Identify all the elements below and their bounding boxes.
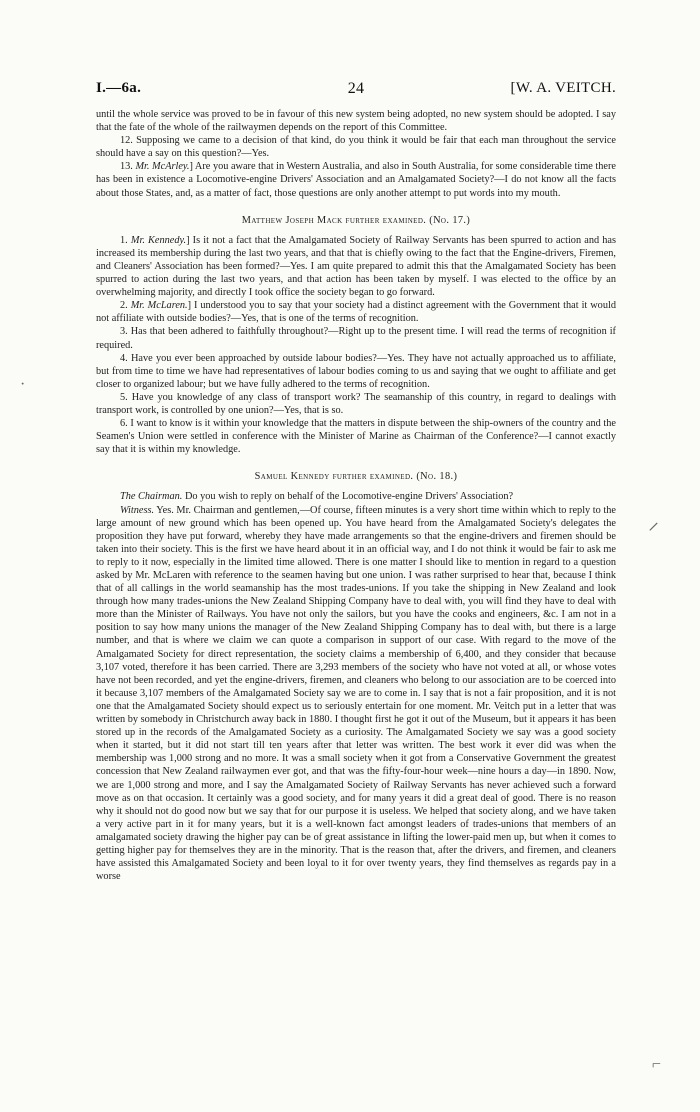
question-12: 12. Supposing we came to a decision of that kind, do you think it would be fair that each man throughout the service should have a say on this question?—Yes. (96, 135, 616, 160)
margin-dash-mark: ⌐ (652, 1056, 662, 1073)
question-13: 13. Mr. McArley.] Are you aware that in Western Australia, and also in South Australia, for some considerable time there has been in existence a Locomotive-engine Drivers' Association and an Amalgamated Society?—I do not know all the facts about those States, and, as a matter of fact, those questions are only another attempt to put words into my mouth. (96, 161, 616, 199)
chairman-question: The Chairman. Do you wish to reply on behalf of the Locomotive-engine Drivers' Association? (120, 491, 514, 503)
section-heading-kennedy: Samuel Kennedy further examined. (No. 18.) (254, 471, 458, 483)
speaker-name: Mr. McLaren. (130, 300, 188, 312)
margin-pencil-mark: ⸝ (648, 509, 660, 534)
page-header (96, 80, 616, 102)
margin-dot-mark: · (20, 376, 26, 393)
mack-question-4: 4. Have you ever been approached by outside labour bodies?—Yes. They have not actually approached us to affiliate, but from time to time we have had representatives of labour bodies coming to us and saying that we ought to affiliate and get closer to organized labour; but we have fully adhered to the terms of recognition. (96, 352, 616, 390)
speaker-name: Witness. (120, 504, 155, 516)
mack-question-3: 3. Has that been adhered to faithfully throughout?—Right up to the present time. I will read the terms of recognition if required. (96, 326, 616, 351)
paper-reference: I.—6a. (96, 80, 142, 96)
witness-reference: [W. A. VEITCH. (510, 80, 616, 96)
speaker-name: The Chairman. (120, 491, 183, 503)
mack-question-6: 6. I want to know is it within your knowledge that the matters in dispute between the ship-owners of the country and the Seamen's Union were settled in conference with the Minister of Marine as Chairman of the Conference?—I cannot exactly say that it is within my knowledge. (96, 418, 616, 456)
page-number: 24 (347, 80, 365, 97)
speaker-name: Mr. McArley. (135, 161, 190, 173)
witness-statement: Witness. Yes. Mr. Chairman and gentlemen,—Of course, fifteen minutes is a very short time within which to reply to the large amount of new ground which has been opened up. You have heard from the Amalgamated Society's delegates the proposition they have put forward, whereby they have made arrangements so that the engine-drivers and firemen should be taken into their society. This is the first we have heard about it in an official way, and I do not think it would be fair to ask me to reply to it now, especially in the limited time allowed. There is one matter I should like to mention in regard to a question asked by Mr. McLaren with reference to the seamen having but one union. I was rather surprised to hear that, because I think that of all callings in the world seamanship has the most trades-unions. If you take the shipping in New Zealand and look through how many trades-unions the New Zealand Shipping Company have to deal with, you will find they have to deal with more than the Minister of Railways. You have not only the sailors, but you have the cooks and engineers, &c. I am not in a position to say how many unions the manager of the New Zealand Shipping Company has to deal with, but there is a large number, and that is where we claim we can quote a comparison in support of our case. With regard to the move of the Amalgamated Society for direct representation, the society claims a membership of 6,400, and they consider that because 3,107 voted, therefore it has been carried. There are 3,293 members of the society who have not voted at all, or whose votes have not been recorded, and yet the engine-drivers, firemen, and cleaners who belong to our association are to be coerced into it because 3,107 members of the Amalgamated Society say we are to come in. I say that is not a fair proposition, and it is not one that the Amalgamated Society should expect us to seriously entertain for one moment. Mr. Veitch put in a letter that was written by somebody in Christchurch away back in 1880. I thought first he got it out of the Museum, but it appears it has been stored up in the records of the Amalgamated Society as a curiosity. The Amalgamated Society we say was a good society when it started, but it did not start till ten years after that letter was written. The best work it ever did was when the membership was 1,000 strong and no more. It was a small society when it got from a Conservative Government the greatest concession that New Zealand railwaymen ever got, and that was the fifty-four-hour week—nine hours a day—in 1890. Now, we are 1,000 strong and more, and I say the Amalgamated Society of Railway Servants has never achieved such a forward move as on that occasion. It certainly was a good society, and for many years it did a great deal of good. There is no reason why it should not do good now but we say that for our purpose it is useless. We helped that society along, and we have taken a very active part in it for many years, but it is a well-known fact amongst leaders of trades-unions that members of an amalgamated society drawing the higher pay can be of great assistance in lifting the lower-paid men up, but when it comes to getting higher pay for themselves they are in the minority. That is the reason that, after the drivers, and firemen, and cleaners have assisted this Amalgamated Society and been loyal to it for over twenty years, they find themselves as regards pay in a worse (96, 504, 616, 883)
section-heading-mack: Matthew Joseph Mack further examined. (No. 17.) (241, 214, 471, 226)
speaker-name: Mr. Kennedy. (130, 234, 187, 246)
mack-question-5: 5. Have you knowledge of any class of transport work? The seamanship of this country, in regard to dealings with transport work, is controlled by one union?—Yes, that is so. (96, 391, 616, 416)
page-body (96, 108, 616, 883)
mack-question-2: 2. Mr. McLaren.] I understood you to say that your society had a distinct agreement with the Government that it would not affiliate with outside bodies?—Yes, that is one of the terms of recognition. (96, 300, 616, 325)
mack-question-1: 1. Mr. Kennedy.] Is it not a fact that the Amalgamated Society of Railway Servants has been spurred to action and has increased its membership during the last two years, and that that is chiefly owing to the fact that the Engine-drivers, Firemen, and Cleaners' Association has been formed?—Yes. I am quite prepared to admit this that the Amalgamated Society has been spurred to action during the last two years, and that action has been taken by myself. I was elected to the office by an overwhelming majority, and directly I took office the society began to go forward. (96, 234, 616, 299)
continuation-paragraph: until the whole service was proved to be in favour of this new system being adopted, no new system should be adopted. I say that the fate of the whole of the railwaymen depends on the report of this Committee. (96, 109, 616, 134)
